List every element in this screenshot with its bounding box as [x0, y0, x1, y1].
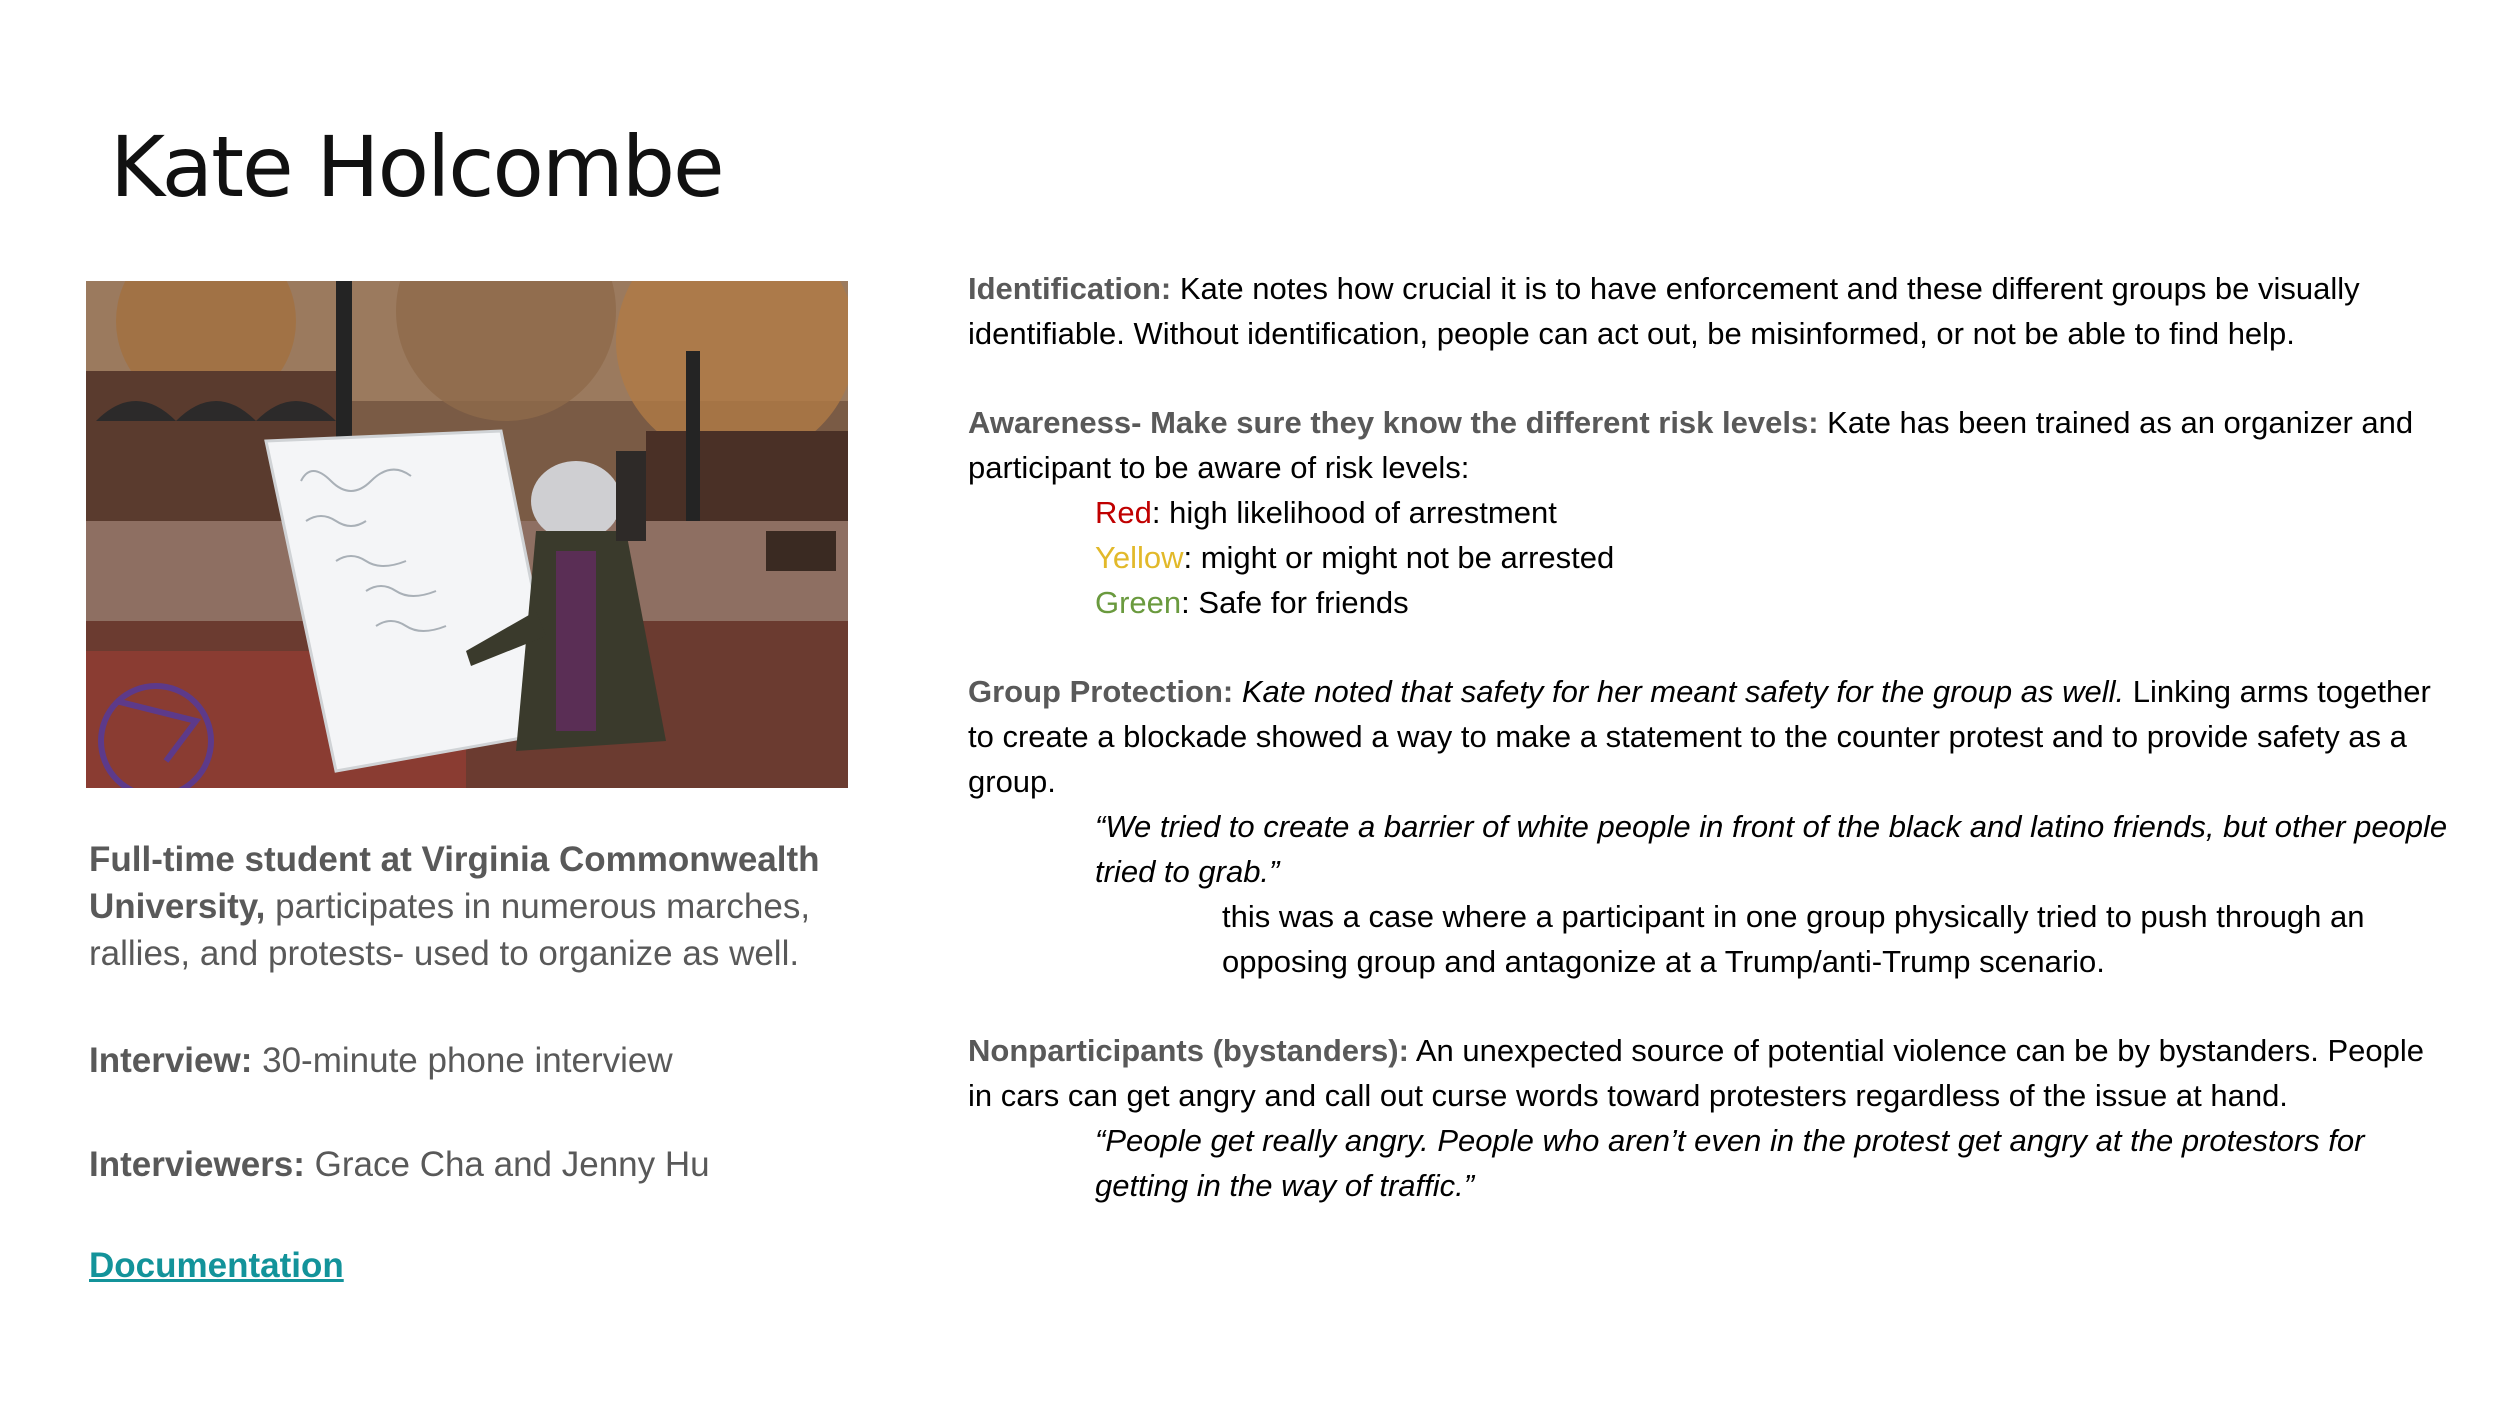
risk-level-name: Red — [1095, 495, 1152, 530]
interview-value: 30-minute phone interview — [252, 1041, 673, 1080]
group-protection-text: Linking arms together to create a blockade showed a way to make a statement to the counter protest and to provide safety as a group. — [968, 674, 2431, 799]
risk-level-red — [968, 490, 2448, 535]
nonparticipants-quote: “People get really angry. People who aren’t even in the protest get angry at the protestors for getting in the way of traffic.” — [1095, 1123, 2365, 1203]
interviewers-value: Grace Cha and Jenny Hu — [304, 1145, 710, 1184]
findings-panel — [968, 266, 2448, 1208]
documentation-link[interactable]: Documentation — [89, 1246, 344, 1285]
interview-label: Interview: — [89, 1041, 253, 1080]
interview-line — [89, 1037, 673, 1084]
bio-text — [89, 836, 869, 977]
bio-bold: Full-time student at Virginia Commonwealth University, — [89, 840, 820, 926]
risk-level-yellow — [968, 535, 2448, 580]
page-title: Kate Holcombe — [110, 118, 723, 216]
risk-level-name: Green — [1095, 585, 1182, 620]
nonparticipants-label: Nonparticipants (bystanders): — [968, 1033, 1409, 1068]
risk-level-desc: : Safe for friends — [1181, 585, 1409, 620]
awareness-label: Awareness- Make sure they know the different risk levels: — [968, 405, 1819, 440]
bio-rest: participates in numerous marches, rallies, and protests- used to organize as well. — [89, 887, 811, 973]
awareness-paragraph — [968, 400, 2448, 490]
group-protection-paragraph — [968, 669, 2448, 804]
group-protection-note: this was a case where a participant in one group physically tried to push through an opposing group and antagonize at a Trump/anti-Trump scenario. — [1222, 899, 2365, 979]
group-protection-quote: “We tried to create a barrier of white people in front of the black and latino friends, but other people tried to grab.” — [1095, 809, 2448, 889]
interviewers-label: Interviewers: — [89, 1145, 305, 1184]
risk-level-name: Yellow — [1095, 540, 1184, 575]
nonparticipants-text: An unexpected source of potential violence can be by bystanders. People in cars can get angry and call out curse words toward protesters regardless of the issue at hand. — [968, 1033, 2425, 1113]
identification-text: Kate notes how crucial it is to have enforcement and these different groups be visually identifiable. Without identification, people can act out, be misinformed, or not be able to find help. — [968, 271, 2360, 351]
interviewers-line — [89, 1141, 710, 1188]
group-protection-italic: Kate noted that safety for her meant safety for the group as well. — [1233, 674, 2125, 709]
identification-label: Identification: — [968, 271, 1172, 306]
group-protection-label: Group Protection: — [968, 674, 1234, 709]
photo-whiteboard-protest — [86, 281, 848, 788]
identification-paragraph — [968, 266, 2448, 356]
nonparticipants-paragraph — [968, 1028, 2448, 1118]
risk-level-desc: : high likelihood of arrestment — [1151, 495, 1557, 530]
risk-level-green — [968, 580, 2448, 625]
awareness-text: Kate has been trained as an organizer and participant to be aware of risk levels: — [968, 405, 2414, 485]
risk-level-desc: : might or might not be arrested — [1183, 540, 1615, 575]
